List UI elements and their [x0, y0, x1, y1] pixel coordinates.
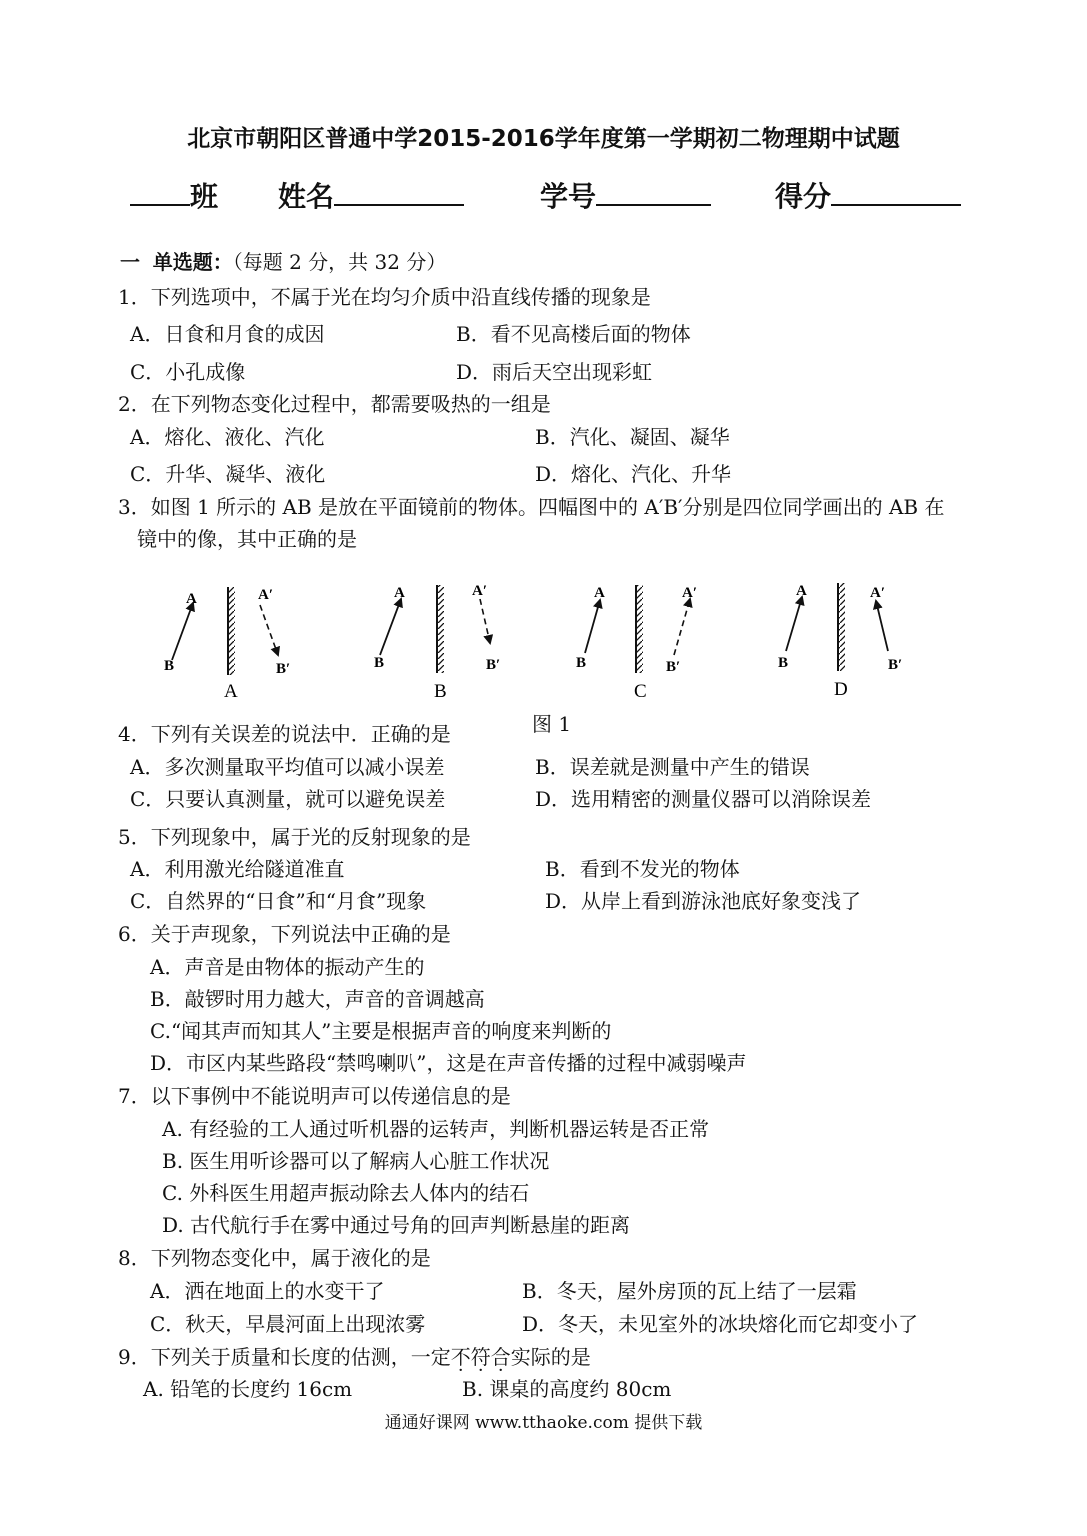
question-9-stem	[118, 1345, 591, 1369]
question-6-stem: 6．关于声现象，下列说法中正确的是	[118, 922, 451, 946]
question-2-option-b: B．汽化、凝固、凝华	[535, 425, 730, 449]
point-b-prime: B′	[888, 657, 903, 673]
question-9-stem-post: 实际的是	[510, 1345, 591, 1369]
question-6-option-c: C.“闻其声而知其人”主要是根据声音的响度来判断的	[150, 1019, 612, 1043]
class-label: 班	[190, 180, 219, 213]
class-field	[130, 175, 218, 215]
question-4-option-d: D．选用精密的测量仪器可以消除误差	[535, 787, 872, 811]
score-label: 得分	[775, 180, 832, 213]
question-8-option-c: C．秋天，早晨河面上出现浓雾	[150, 1312, 426, 1336]
question-1-stem: 1．下列选项中，不属于光在均匀介质中沿直线传播的现象是	[118, 285, 651, 309]
point-a-prime: A′	[472, 583, 488, 599]
question-5-option-b: B．看到不发光的物体	[545, 857, 740, 881]
question-6-option-a: A．声音是由物体的振动产生的	[150, 955, 425, 979]
emphasis-char: 符	[470, 1345, 491, 1369]
name-label: 姓名	[278, 180, 335, 213]
figure-caption: 图 1	[532, 712, 572, 736]
point-a-prime: A′	[682, 585, 698, 601]
diagram-c-label: C	[634, 681, 647, 702]
point-b-prime: B′	[666, 659, 681, 675]
name-blank[interactable]	[334, 178, 464, 206]
diagram-a	[164, 587, 290, 702]
id-label: 学号	[540, 180, 597, 213]
diagram-c	[576, 585, 697, 702]
point-b: B	[778, 655, 789, 671]
question-6-option-b: B．敲锣时用力越大，声音的音调越高	[150, 987, 485, 1011]
question-4-option-a: A．多次测量取平均值可以减小误差	[130, 755, 445, 779]
score-field	[775, 175, 961, 215]
emphasis-char: 合	[490, 1345, 511, 1369]
question-8-option-b: B．冬天，屋外房顶的瓦上结了一层霜	[522, 1279, 857, 1303]
point-a: A	[394, 585, 405, 601]
question-9-stem-pre: 9．下列关于质量和长度的估测，一定	[118, 1345, 451, 1369]
question-3-stem-line-2: 镜中的像，其中正确的是	[137, 527, 357, 551]
page-title: 北京市朝阳区普通中学2015-2016学年度第一学期初二物理期中试题	[187, 126, 900, 152]
question-9-option-a: A. 铅笔的长度约 16cm	[143, 1377, 353, 1401]
point-b: B	[374, 655, 385, 671]
question-2-stem: 2．在下列物态变化过程中，都需要吸热的一组是	[118, 392, 551, 416]
question-5-option-a: A．利用激光给隧道准直	[130, 857, 345, 881]
question-7-option-b: B. 医生用听诊器可以了解病人心脏工作状况	[162, 1149, 550, 1173]
image-arrow	[260, 605, 278, 655]
question-9-option-b: B. 课桌的高度约 80cm	[462, 1377, 672, 1401]
question-8-option-a: A．洒在地面上的水变干了	[150, 1279, 385, 1303]
object-arrow	[172, 603, 193, 660]
class-blank[interactable]	[130, 178, 190, 206]
question-2-option-c: C．升华、凝华、液化	[130, 462, 326, 486]
question-4-option-c: C．只要认真测量，就可以避免误差	[130, 787, 446, 811]
question-7-stem: 7．以下事例中不能说明声可以传递信息的是	[118, 1084, 511, 1108]
point-a-prime: A′	[870, 585, 886, 601]
id-blank[interactable]	[596, 178, 711, 206]
question-5-stem: 5．下列现象中，属于光的反射现象的是	[118, 825, 471, 849]
page-footer: 通通好课网 www.tthaoke.com 提供下载	[384, 1413, 703, 1433]
question-6-option-d: D．市区内某些路段“禁鸣喇叭”，这是在声音传播的过程中减弱噪声	[150, 1051, 747, 1075]
point-b: B	[576, 655, 587, 671]
question-2-option-d: D．熔化、汽化、升华	[535, 462, 732, 486]
question-7-option-d: D. 古代航行手在雾中通过号角的回声判断悬崖的距离	[162, 1213, 631, 1237]
question-1-option-d: D．雨后天空出现彩虹	[456, 360, 653, 384]
diagram-b-label: B	[434, 681, 447, 702]
emphasis-char: 不	[450, 1345, 471, 1369]
diagram-a-label: A	[224, 681, 238, 702]
question-5-option-c: C．自然界的“日食”和“月食”现象	[130, 889, 427, 913]
object-arrow	[585, 600, 600, 653]
point-a: A	[186, 591, 197, 607]
question-4-option-b: B．误差就是测量中产生的错误	[535, 755, 810, 779]
image-arrow	[480, 599, 490, 643]
question-7-option-a: A. 有经验的工人通过听机器的运转声，判断机器运转是否正常	[162, 1117, 710, 1141]
question-8-stem: 8．下列物态变化中，属于液化的是	[118, 1246, 431, 1270]
section-heading	[120, 246, 446, 275]
question-5-option-d: D．从岸上看到游泳池底好象变浅了	[545, 889, 862, 913]
question-4-stem: 4．下列有关误差的说法中．正确的是	[118, 722, 451, 746]
question-1-option-a: A．日食和月食的成因	[130, 322, 325, 346]
object-arrow	[380, 599, 401, 655]
point-b: B	[164, 658, 175, 674]
point-b-prime: B′	[486, 657, 501, 673]
section-title: 单选题：	[152, 250, 233, 274]
point-b-prime: B′	[276, 661, 291, 677]
diagram-b	[374, 583, 500, 702]
image-arrow	[674, 599, 690, 655]
figure-1	[150, 575, 920, 705]
name-field	[278, 175, 464, 215]
question-8-option-d: D．冬天，未见室外的冰块熔化而它却变小了	[522, 1312, 919, 1336]
id-field	[540, 175, 711, 215]
object-arrow	[786, 597, 802, 651]
section-number: 一	[120, 250, 140, 274]
diagram-d	[778, 583, 902, 700]
question-7-option-c: C. 外科医生用超声振动除去人体内的结石	[162, 1181, 530, 1205]
question-2-option-a: A．熔化、液化、汽化	[130, 425, 325, 449]
section-note: （每题 2 分，共 32 分）	[232, 250, 447, 274]
diagram-d-label: D	[834, 679, 848, 700]
point-a: A	[594, 585, 605, 601]
point-a: A	[796, 583, 807, 599]
score-blank[interactable]	[831, 178, 961, 206]
question-3-stem-line-1: 3．如图 1 所示的 AB 是放在平面镜前的物体。四幅图中的 A′B′分别是四位同学画出的 AB 在	[118, 495, 945, 519]
question-1-option-b: B．看不见高楼后面的物体	[456, 322, 691, 346]
image-arrow	[876, 601, 888, 651]
question-1-option-c: C．小孔成像	[130, 360, 246, 384]
point-a-prime: A′	[258, 587, 274, 603]
